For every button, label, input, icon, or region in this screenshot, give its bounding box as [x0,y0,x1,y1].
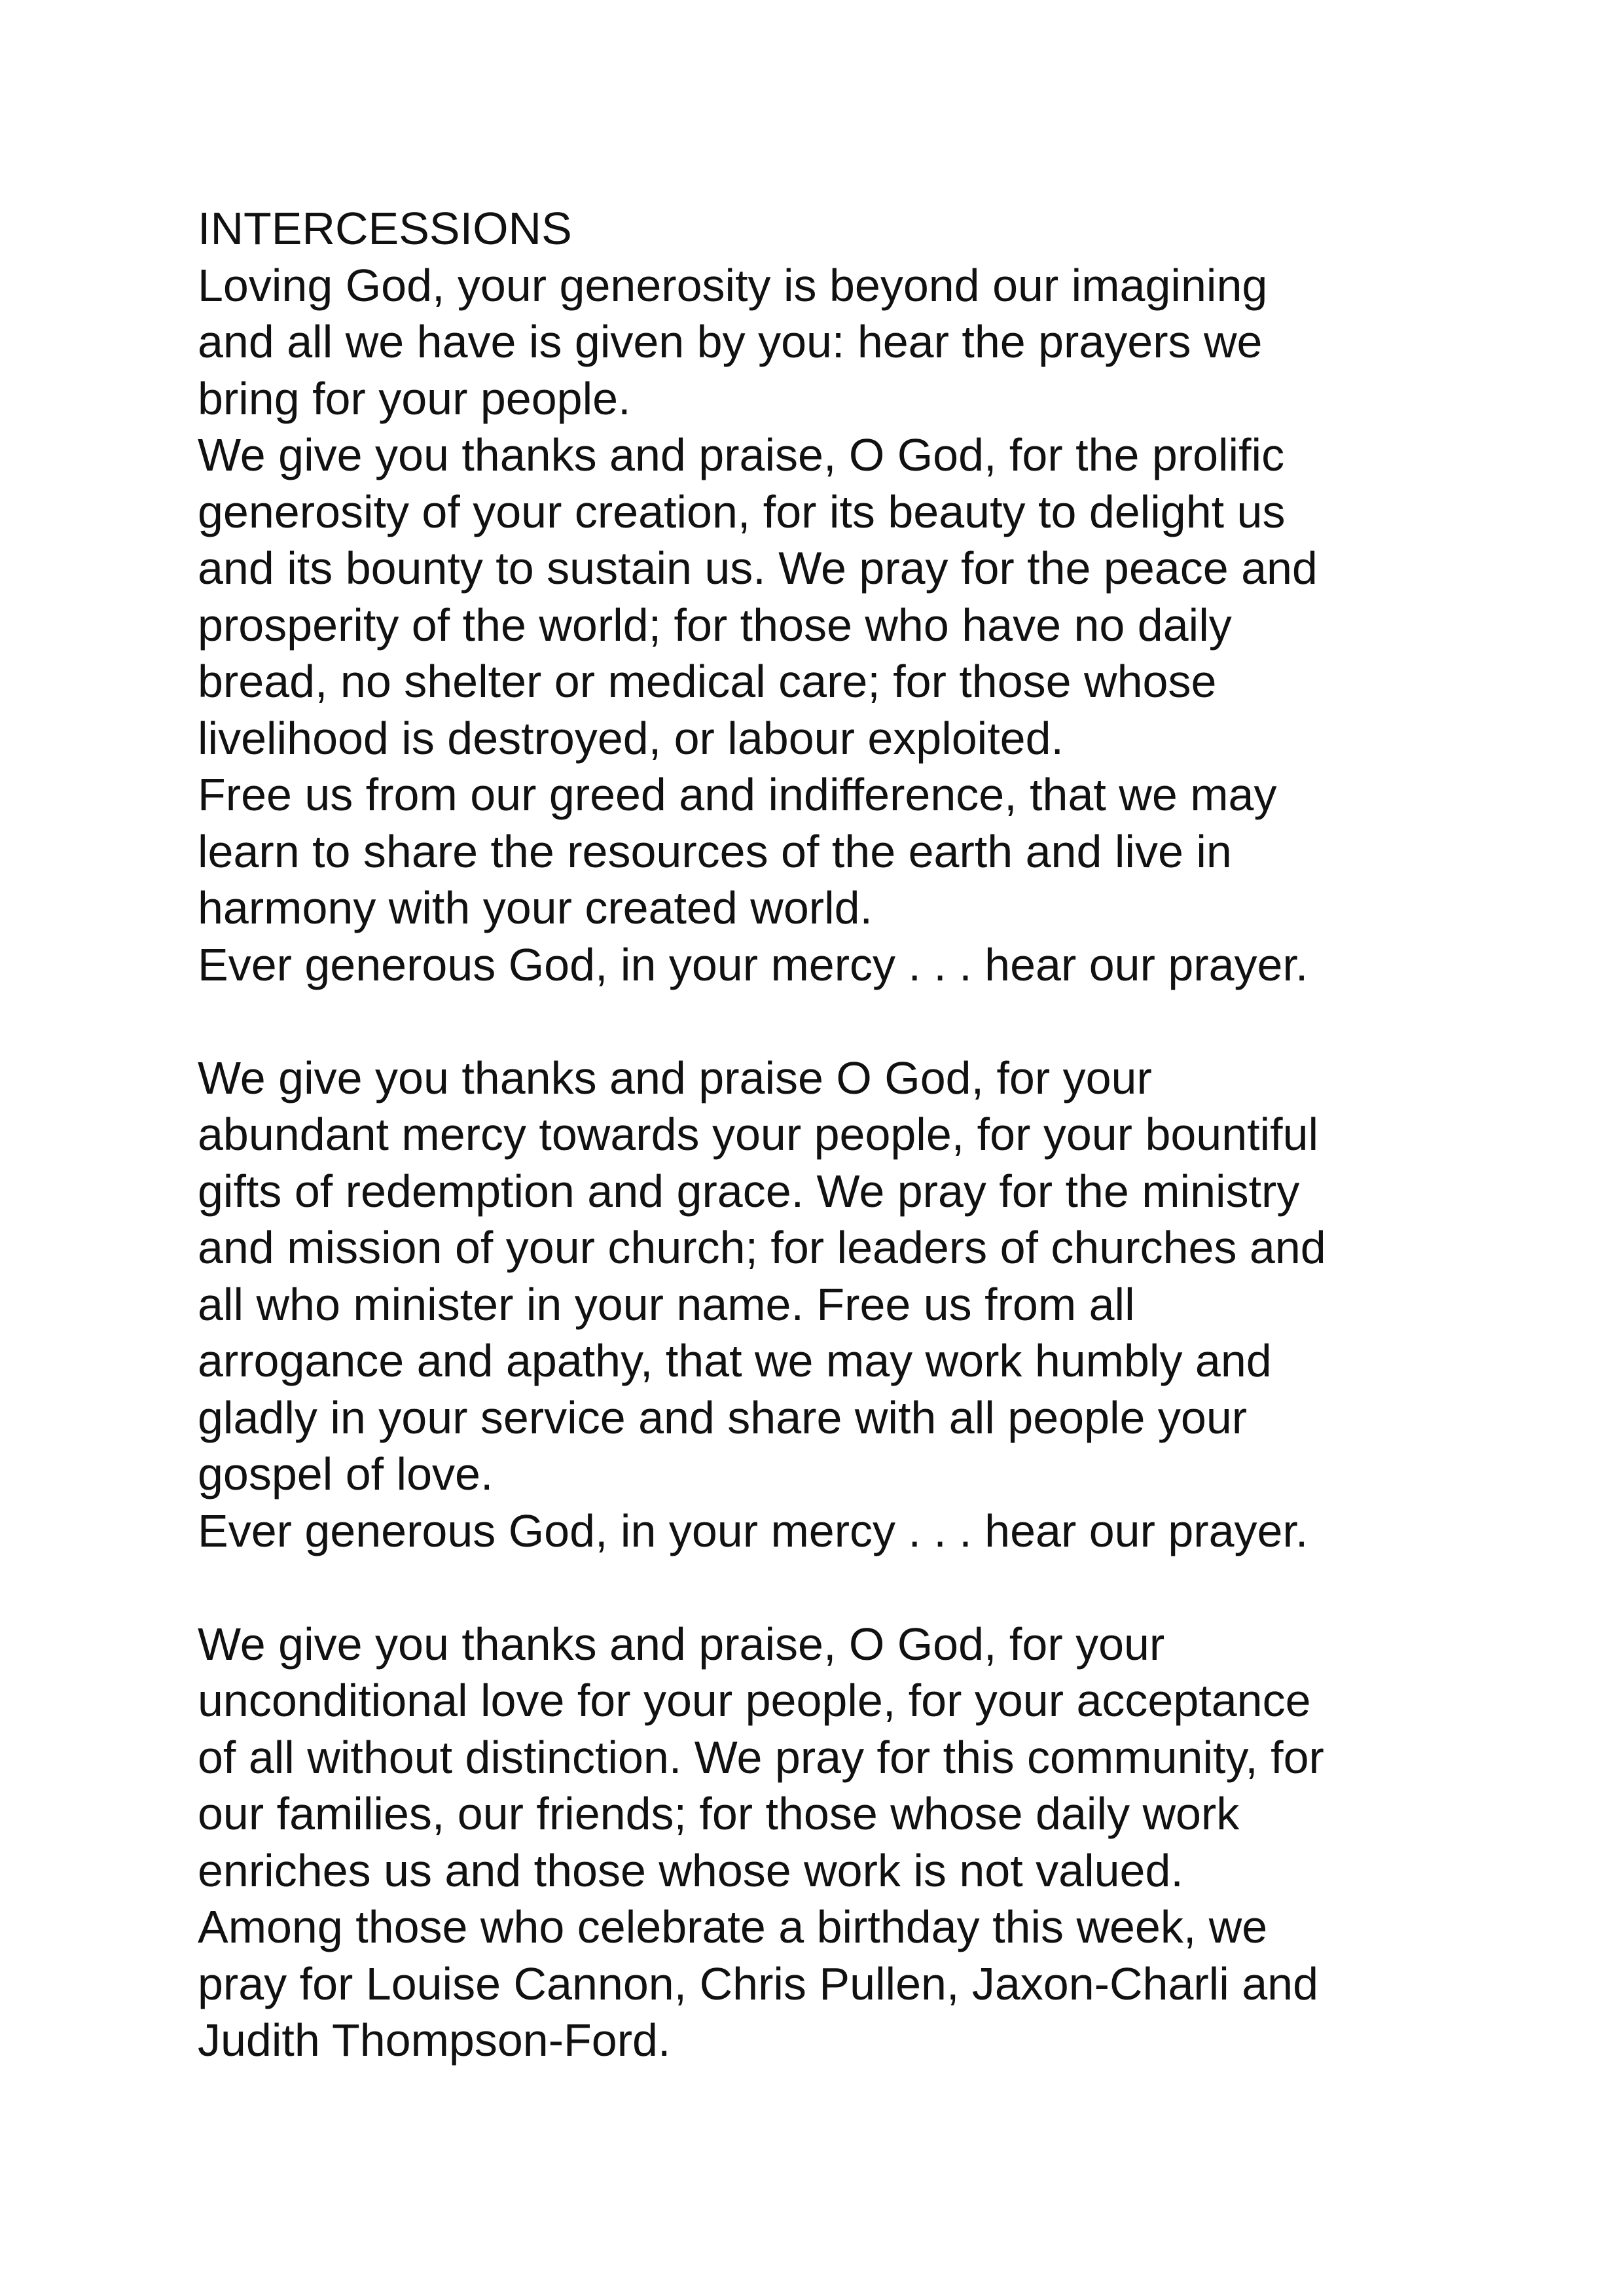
section1-line-5: bread, no shelter or medical care; for those whose [198,656,1217,707]
section3-line-8: Judith Thompson-Ford. [198,2015,671,2066]
section2-line-8: gospel of love. [198,1448,494,1499]
section1-response: Ever generous God, in your mercy . . . hear our prayer. [198,939,1308,990]
section1-line-7: Free us from our greed and indifference, that we may [198,769,1277,820]
section3-line-6: Among those who celebrate a birthday this week, we [198,1901,1268,1952]
section3-line-2: unconditional love for your people, for your acceptance [198,1675,1311,1726]
section1-line-8: learn to share the resources of the earth and live in [198,825,1232,877]
section1-line-3: and its bounty to sustain us. We pray for the peace and [198,543,1318,594]
opening-line-1: Loving God, your generosity is beyond our imagining [198,259,1268,311]
section3-line-3: of all without distinction. We pray for this community, for [198,1731,1324,1783]
paragraph-gap [198,1559,1507,1616]
section2-line-1: We give you thanks and praise O God, for your [198,1052,1152,1103]
section2-line-2: abundant mercy towards your people, for your bountiful [198,1109,1319,1160]
section2-line-5: all who minister in your name. Free us from all [198,1278,1135,1330]
section1-line-9: harmony with your created world. [198,882,873,933]
section2-line-7: gladly in your service and share with all people your [198,1391,1248,1443]
opening-line-3: bring for your people. [198,372,631,424]
paragraph-gap [198,993,1507,1050]
section3-line-7: pray for Louise Cannon, Chris Pullen, Jaxon-Charli and [198,1958,1319,2009]
section2-line-4: and mission of your church; for leaders of churches and [198,1222,1326,1273]
document-title: INTERCESSIONS [198,203,572,254]
section2-line-3: gifts of redemption and grace. We pray for the ministry [198,1165,1300,1217]
section3-line-1: We give you thanks and praise, O God, for your [198,1618,1165,1670]
section3-line-5: enriches us and those whose work is not valued. [198,1844,1183,1896]
section2-response: Ever generous God, in your mercy . . . hear our prayer. [198,1505,1308,1556]
section1-line-4: prosperity of the world; for those who have no daily [198,599,1232,651]
section3-line-4: our families, our friends; for those whose daily work [198,1788,1240,1839]
section1-line-1: We give you thanks and praise, O God, for the prolific [198,429,1285,480]
intercessions-text [198,200,1507,2069]
opening-line-2: and all we have is given by you: hear the prayers we [198,316,1263,367]
section1-line-6: livelihood is destroyed, or labour exploited. [198,712,1064,764]
section1-line-2: generosity of your creation, for its beauty to delight us [198,486,1286,537]
section2-line-6: arrogance and apathy, that we may work humbly and [198,1335,1272,1386]
